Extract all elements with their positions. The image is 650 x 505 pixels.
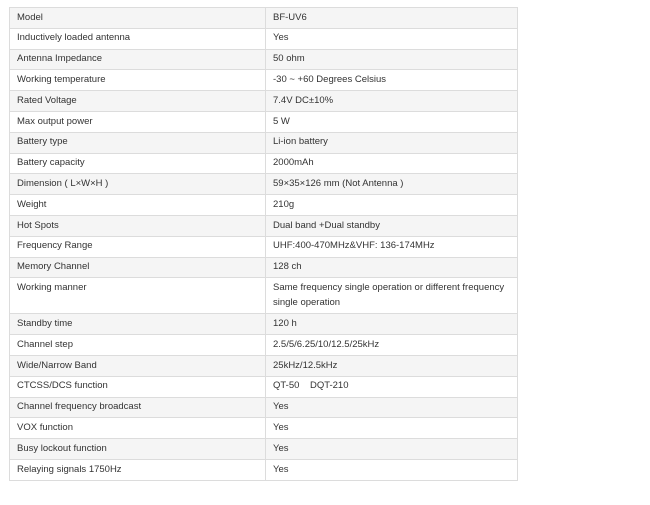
spec-value: QT-50 DQT-210	[266, 376, 518, 397]
spec-name: Channel step	[10, 335, 266, 356]
table-row	[10, 418, 518, 439]
spec-name: Model	[10, 8, 266, 29]
spec-value: BF-UV6	[266, 8, 518, 29]
table-row	[10, 8, 518, 29]
spec-name: Busy lockout function	[10, 439, 266, 460]
table-row	[10, 111, 518, 132]
spec-name: Relaying signals 1750Hz	[10, 459, 266, 480]
spec-name: Dimension ( L×W×H )	[10, 174, 266, 195]
spec-value: Dual band +Dual standby	[266, 215, 518, 236]
spec-value: Yes	[266, 459, 518, 480]
spec-value: Yes	[266, 439, 518, 460]
spec-table	[9, 7, 518, 481]
spec-value: Yes	[266, 418, 518, 439]
spec-name: Max output power	[10, 111, 266, 132]
table-row	[10, 70, 518, 91]
table-row	[10, 236, 518, 257]
table-row	[10, 257, 518, 278]
spec-value: -30 ~ +60 Degrees Celsius	[266, 70, 518, 91]
spec-value: 210g	[266, 195, 518, 216]
spec-name: Battery type	[10, 132, 266, 153]
table-row	[10, 439, 518, 460]
table-row	[10, 278, 518, 314]
spec-name: Working manner	[10, 278, 266, 314]
spec-value: 2.5/5/6.25/10/12.5/25kHz	[266, 335, 518, 356]
spec-value: UHF:400-470MHz&VHF: 136-174MHz	[266, 236, 518, 257]
spec-name: Battery capacity	[10, 153, 266, 174]
table-row	[10, 335, 518, 356]
table-row	[10, 215, 518, 236]
table-row	[10, 49, 518, 70]
spec-value: 128 ch	[266, 257, 518, 278]
spec-table-body	[10, 8, 518, 481]
spec-name: CTCSS/DCS function	[10, 376, 266, 397]
spec-value: Yes	[266, 397, 518, 418]
spec-name: Working temperature	[10, 70, 266, 91]
spec-value: Li-ion battery	[266, 132, 518, 153]
spec-name: Weight	[10, 195, 266, 216]
spec-name: Standby time	[10, 314, 266, 335]
spec-name: Memory Channel	[10, 257, 266, 278]
spec-value: 5 W	[266, 111, 518, 132]
table-row	[10, 195, 518, 216]
table-row	[10, 28, 518, 49]
spec-name: Hot Spots	[10, 215, 266, 236]
spec-name: Wide/Narrow Band	[10, 355, 266, 376]
spec-name: Inductively loaded antenna	[10, 28, 266, 49]
table-row	[10, 174, 518, 195]
spec-value: 2000mAh	[266, 153, 518, 174]
spec-name: VOX function	[10, 418, 266, 439]
spec-value: Yes	[266, 28, 518, 49]
table-row	[10, 91, 518, 112]
spec-value: 59×35×126 mm (Not Antenna )	[266, 174, 518, 195]
table-row	[10, 355, 518, 376]
spec-value: 50 ohm	[266, 49, 518, 70]
spec-value: 120 h	[266, 314, 518, 335]
spec-value: 7.4V DC±10%	[266, 91, 518, 112]
table-row	[10, 132, 518, 153]
spec-value: Same frequency single operation or different frequency single operation	[266, 278, 518, 314]
table-row	[10, 153, 518, 174]
table-row	[10, 314, 518, 335]
spec-value: 25kHz/12.5kHz	[266, 355, 518, 376]
table-row	[10, 397, 518, 418]
spec-name: Antenna Impedance	[10, 49, 266, 70]
table-row	[10, 459, 518, 480]
spec-name: Rated Voltage	[10, 91, 266, 112]
spec-name: Frequency Range	[10, 236, 266, 257]
table-row	[10, 376, 518, 397]
spec-name: Channel frequency broadcast	[10, 397, 266, 418]
